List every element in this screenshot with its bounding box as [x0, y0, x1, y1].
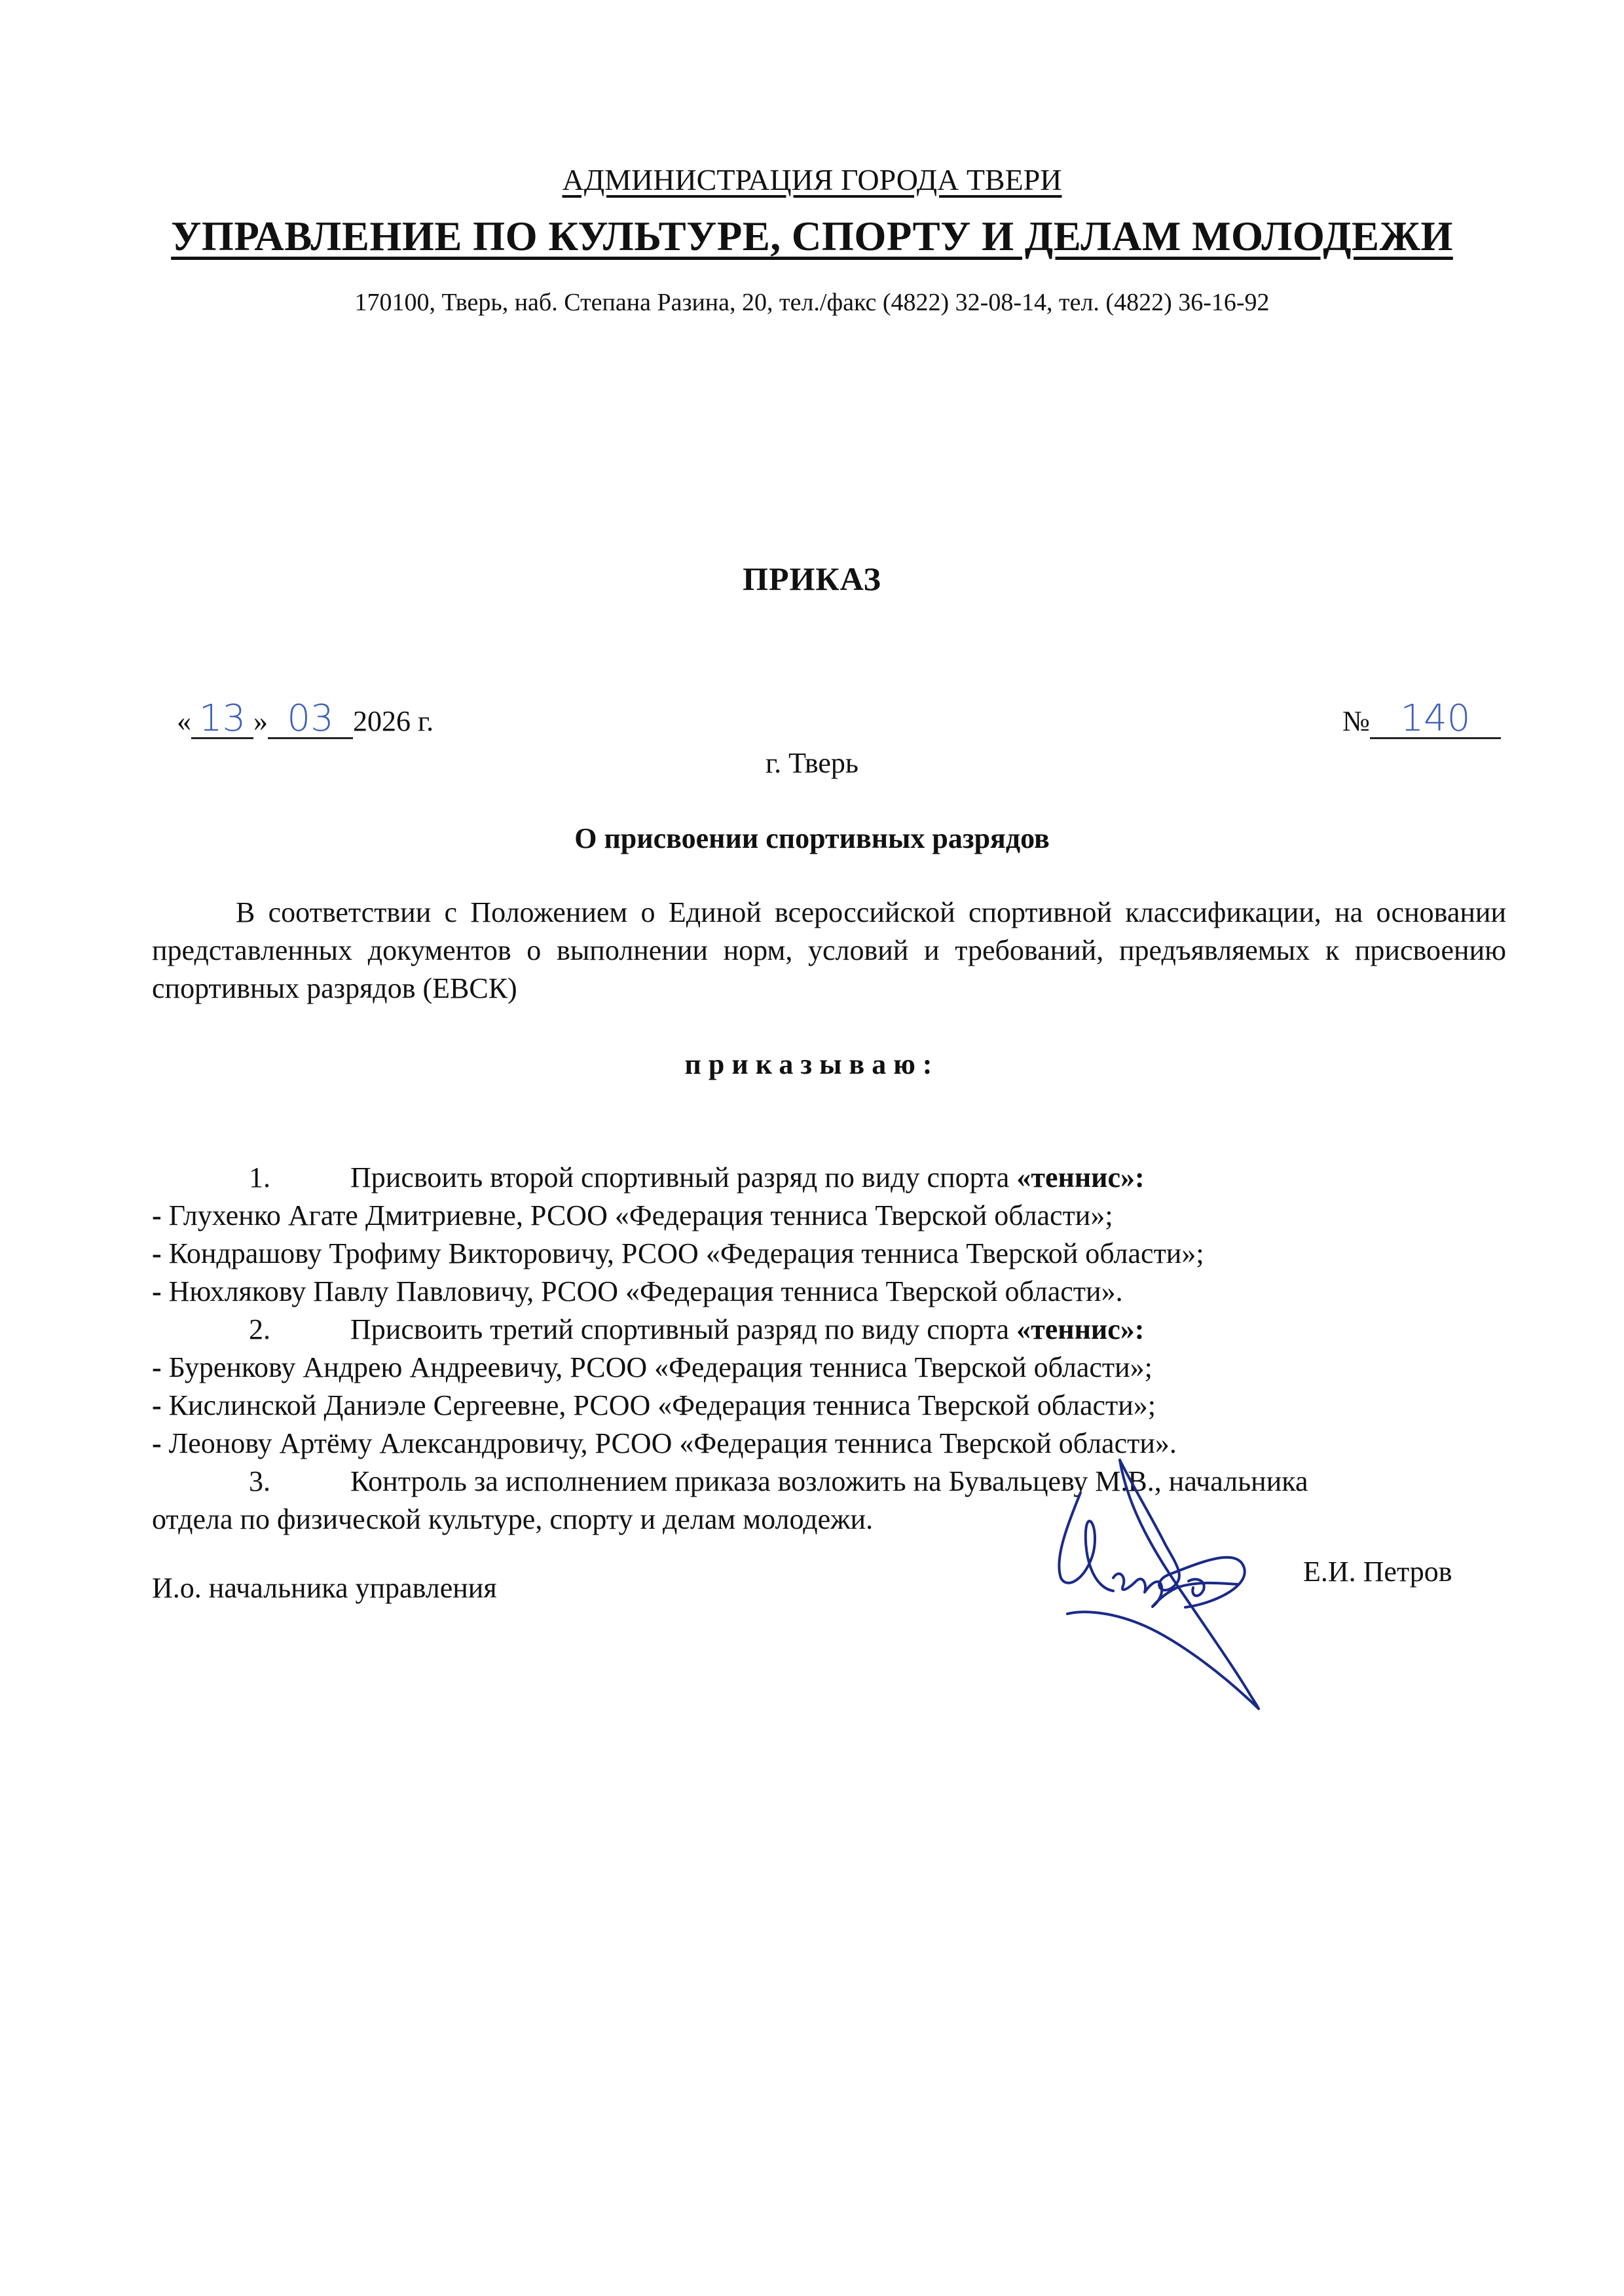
- list-item: [152, 1197, 1506, 1235]
- order-word: приказываю:: [684, 1048, 940, 1080]
- list-dash: -: [152, 1237, 169, 1269]
- date-month-field: [268, 697, 353, 740]
- order-number: [1342, 697, 1501, 740]
- number-label: №: [1342, 705, 1370, 737]
- item-sport: «теннис»:: [1016, 1161, 1145, 1194]
- date-open-quote: «: [177, 705, 191, 737]
- signatory-name: Е.И. Петров: [1303, 1556, 1452, 1588]
- list-item: [152, 1235, 1506, 1273]
- order-date: [177, 697, 434, 740]
- person-entry: Кислинской Даниэле Сергеевне, РСОО «Федерация тенниса Тверской области»;: [168, 1389, 1156, 1421]
- person-entry: Кондрашову Трофиму Викторовичу, РСОО «Федерация тенниса Тверской области»;: [168, 1237, 1204, 1269]
- number-field: [1370, 697, 1501, 740]
- list-item: [152, 1349, 1506, 1387]
- list-dash: -: [152, 1275, 169, 1307]
- admin-header: АДМИНИСТРАЦИЯ ГОРОДА ТВЕРИ: [562, 163, 1062, 196]
- list-dash: -: [152, 1199, 169, 1231]
- department-header: УПРАВЛЕНИЕ ПО КУЛЬТУРЕ, СПОРТУ И ДЕЛАМ МОЛОДЕЖИ: [171, 213, 1453, 259]
- order-item-1: [152, 1159, 1506, 1197]
- city: г. Тверь: [766, 747, 858, 779]
- signatory-position: И.о. начальника управления: [152, 1572, 497, 1604]
- item-3-continuation: отдела по физической культуре, спорту и делам молодежи.: [152, 1503, 874, 1535]
- order-item-2: [152, 1311, 1506, 1349]
- date-month-handwritten: 03: [287, 697, 334, 740]
- date-day-handwritten: 13: [198, 697, 246, 740]
- list-item: [152, 1387, 1506, 1425]
- item-text: Присвоить третий спортивный разряд по виду спорта: [350, 1313, 1017, 1345]
- item-text: Контроль за исполнением приказа возложить на Бувальцеву М.В., начальника: [350, 1465, 1308, 1497]
- item-text: Присвоить второй спортивный разряд по виду спорта: [350, 1161, 1017, 1194]
- date-day-field: [191, 697, 253, 740]
- person-entry: Леонову Артёму Александровичу, РСОО «Федерация тенниса Тверской области».: [168, 1427, 1177, 1459]
- number-handwritten: 140: [1400, 697, 1471, 740]
- department-address: 170100, Тверь, наб. Степана Разина, 20, тел./факс (4822) 32-08-14, тел. (4822) 36-16-92: [354, 289, 1270, 316]
- item-number: 1.: [249, 1161, 270, 1194]
- item-number: 2.: [249, 1313, 270, 1345]
- list-dash: -: [152, 1389, 169, 1421]
- list-item: [152, 1273, 1506, 1311]
- date-year: 2026 г.: [353, 705, 434, 737]
- preamble-paragraph: В соответствии с Положением о Единой всероссийской спортивной классификации, на основании представленных документов о выполнении норм, условий и требований, предъявляемых к присвоению спортивных разрядов (ЕВСК): [152, 896, 1506, 1004]
- order-subject: О присвоении спортивных разрядов: [574, 822, 1050, 854]
- person-entry: Буренкову Андрею Андреевичу, РСОО «Федерация тенниса Тверской области»;: [168, 1351, 1153, 1383]
- date-close-quote: »: [253, 705, 268, 737]
- handwritten-signature: [1022, 1447, 1323, 1748]
- document-title: ПРИКАЗ: [743, 560, 881, 597]
- person-entry: Глухенко Агате Дмитриевне, РСОО «Федерация тенниса Тверской области»;: [168, 1199, 1113, 1231]
- item-number: 3.: [249, 1465, 270, 1497]
- list-dash: -: [152, 1427, 169, 1459]
- item-sport: «теннис»:: [1016, 1313, 1145, 1345]
- person-entry: Нюхлякову Павлу Павловичу, РСОО «Федерация тенниса Тверской области».: [168, 1275, 1123, 1307]
- list-dash: -: [152, 1351, 169, 1383]
